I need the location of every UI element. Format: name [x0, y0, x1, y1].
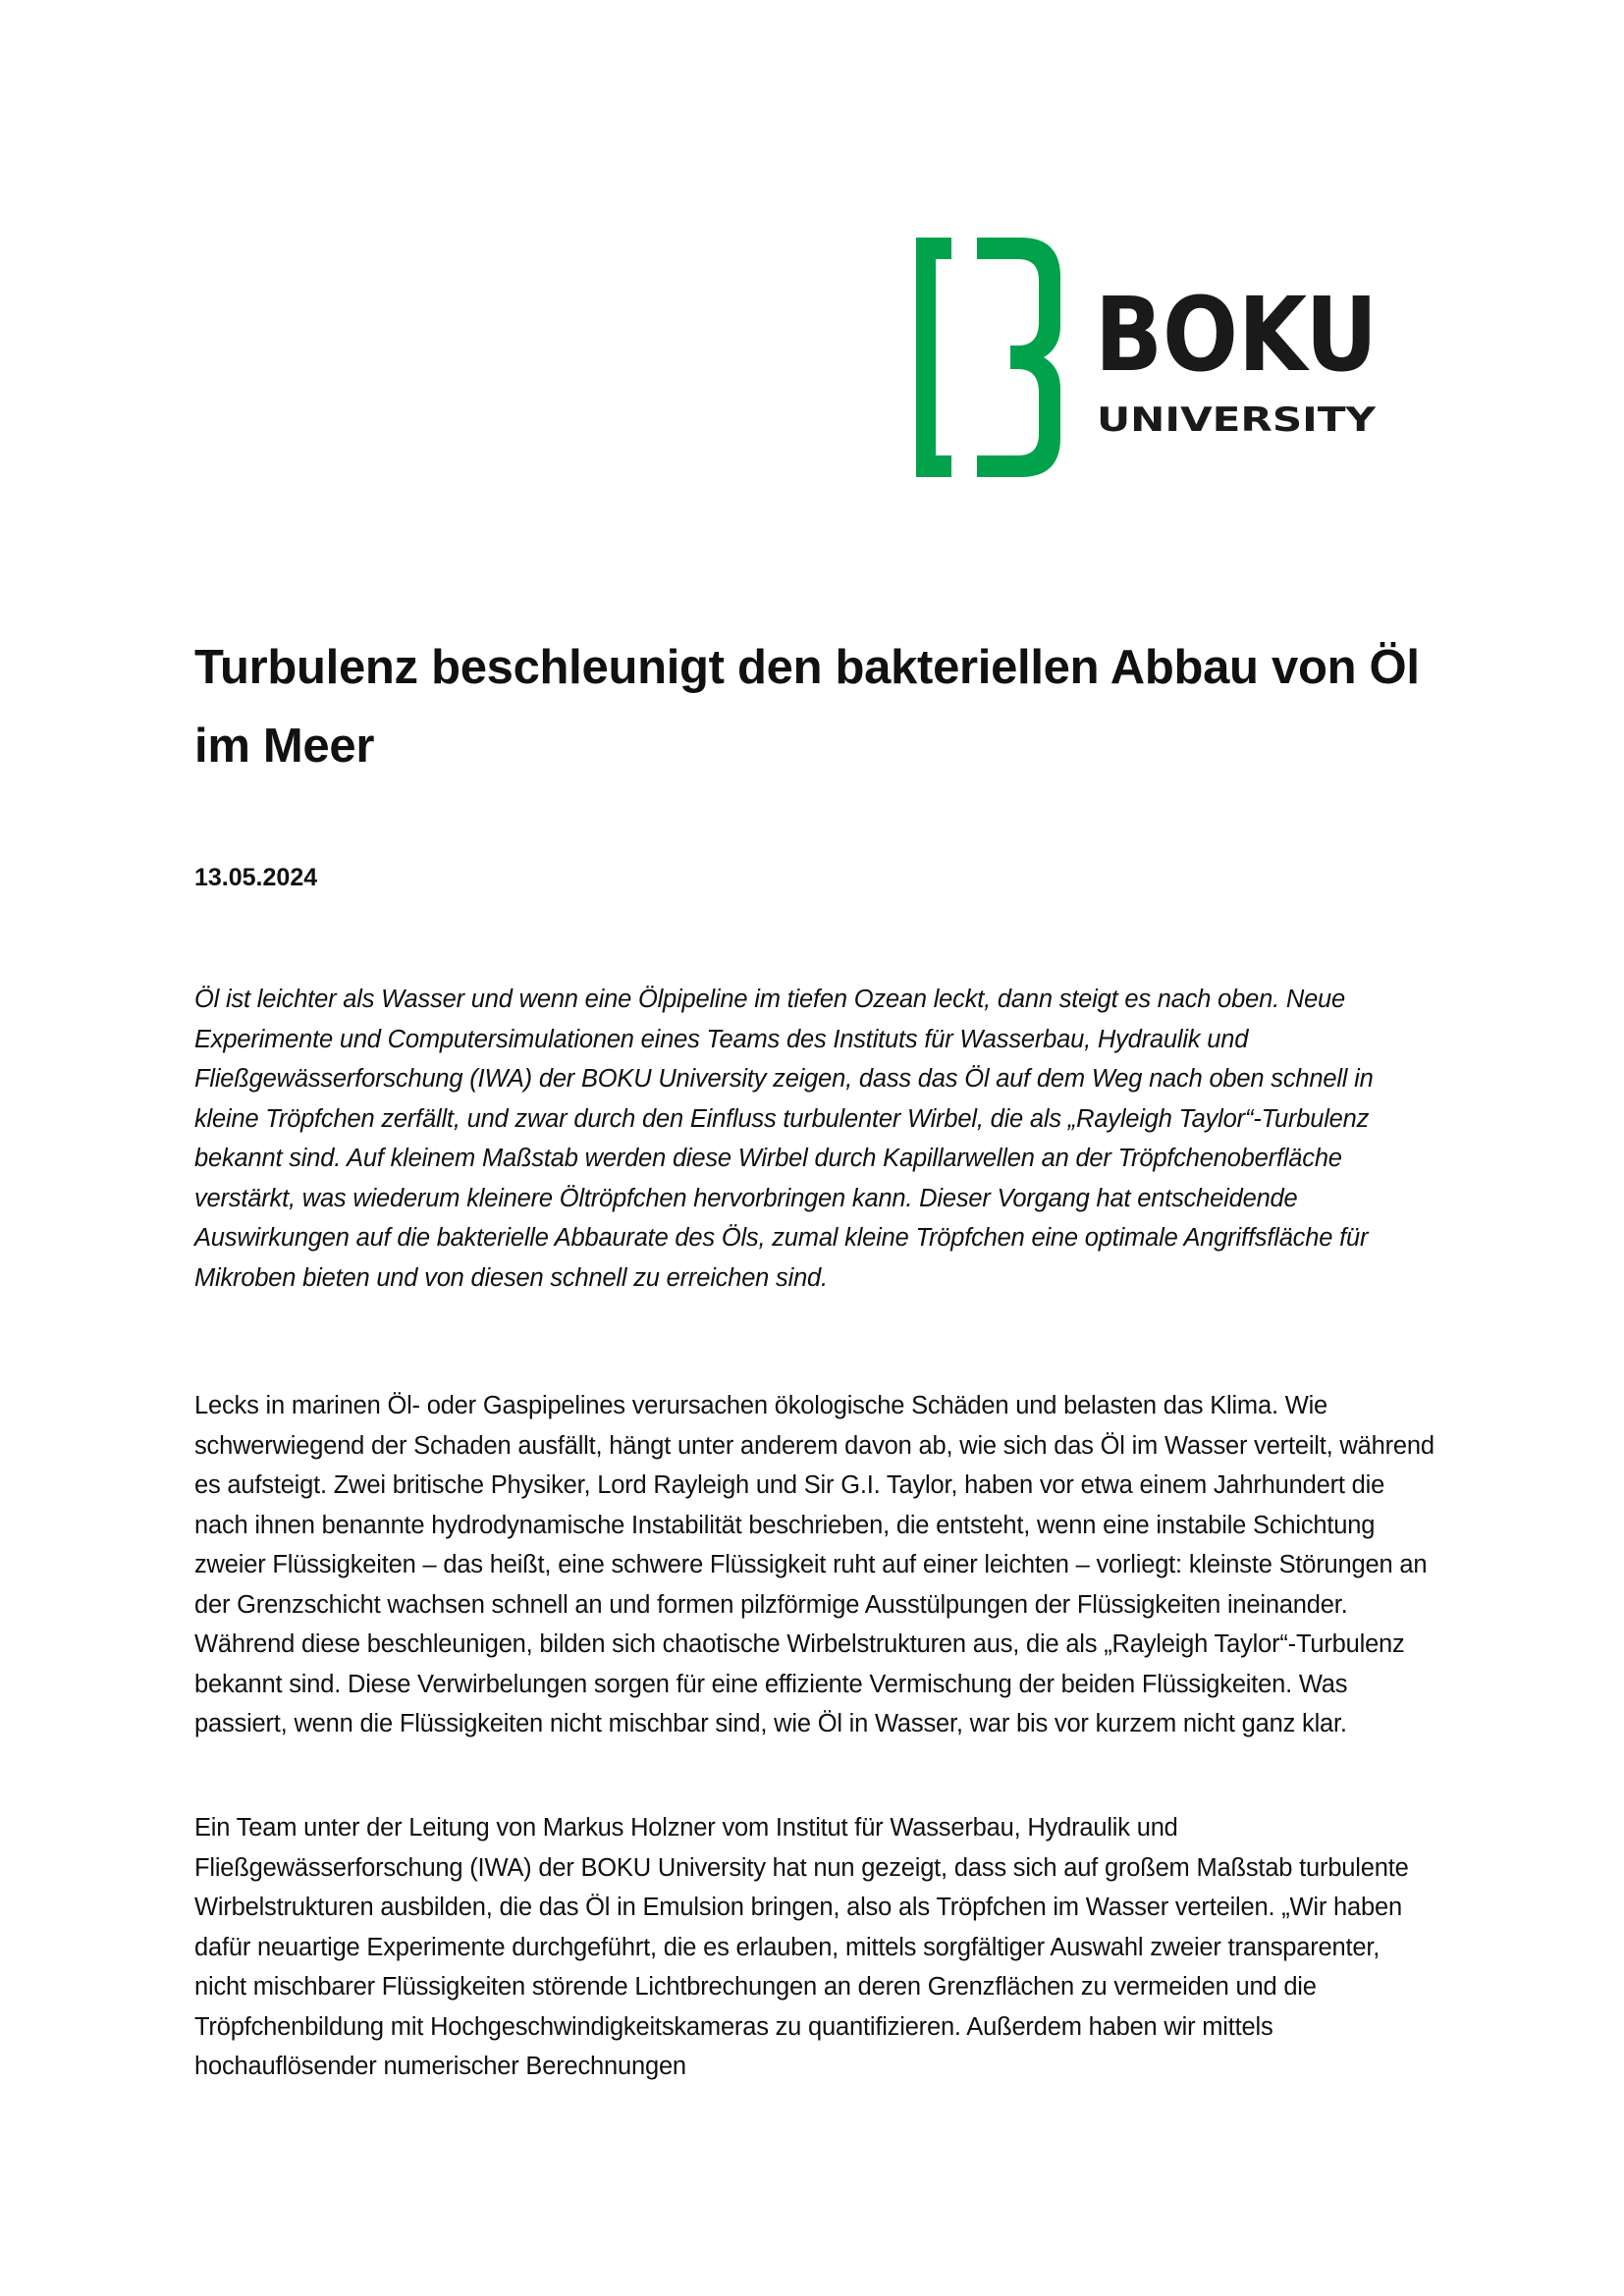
body-paragraph: Ein Team unter der Leitung von Markus Holzner vom Institut für Wasserbau, Hydraulik und Fließgewässerforschung (IWA) der BOKU University hat nun gezeigt, dass sich auf großem Maßstab turbulente Wirbelstrukturen ausbilden, die das Öl in Emulsion bringen, also als Tröpfchen im Wasser verteilen. „Wir haben dafür neuartige Experimente durchgeführt, die es erlauben, mittels sorgfältiger Auswahl zweier transparenter, nicht mischbarer Flüssigkeiten störende Lichtbrechungen an deren Grenzflächen zu vermeiden und die Tröpfchenbildung mit Hochgeschwindigkeitskameras zu quantifizieren. Außerdem haben wir mittels hochauflösender numerischer Berechnungen — [194, 1814, 1409, 2080]
article-title: Turbulenz beschleunigt den bakteriellen Abbau von Öl im Meer — [194, 641, 1420, 773]
logo-subtitle: UNIVERSITY — [1097, 400, 1377, 440]
boku-logo-graphic — [908, 238, 1399, 483]
article-date: 13.05.2024 — [194, 864, 318, 891]
logo-right-bracket — [977, 238, 1060, 477]
body-paragraph: Lecks in marinen Öl- oder Gaspipelines verursachen ökologische Schäden und belasten das Klima. Wie schwerwiegend der Schaden ausfällt, hängt unter anderem davon ab, wie sich das Öl im Wasser verteilt, während es aufsteigt. Zwei britische Physiker, Lord Rayleigh und Sir G.I. Taylor, haben vor etwa einem Jahrhundert die nach ihnen benannte hydrodynamische Instabilität beschrieben, die entsteht, wenn eine instabile Schichtung zweier Flüssigkeiten – das heißt, eine schwere Flüssigkeit ruht auf einer leichten – vorliegt: kleinste Störungen an der Grenzschicht wachsen schnell an und formen pilzförmige Ausstülpungen der Flüssigkeiten ineinander. Während diese beschleunigen, bilden sich chaotische Wirbelstrukturen aus, die als „Rayleigh Taylor“-Turbulenz bekannt sind. Diese Verwirbelungen sorgen für eine effiziente Vermischung der beiden Flüssigkeiten. Was passiert, wenn die Flüssigkeiten nicht mischbar sind, wie Öl in Wasser, war bis vor kurzem nicht ganz klar. — [194, 1392, 1435, 1737]
logo-wordmark: BOKU — [1095, 275, 1378, 395]
logo-left-bracket — [916, 238, 951, 477]
article-lead: Öl ist leichter als Wasser und wenn eine Ölpipeline im tiefen Ozean leckt, dann steigt es nach oben. Neue Experimente und Computersimulationen eines Teams des Instituts für Wasserbau, Hydraulik und Fließgewässerforschung (IWA) der BOKU University zeigen, dass das Öl auf dem Weg nach oben schnell in kleine Tröpfchen zerfällt, und zwar durch den Einfluss turbulenter Wirbel, die als „Rayleigh Taylor“-Turbulenz bekannt sind. Auf kleinem Maßstab werden diese Wirbel durch Kapillarwellen an der Tröpfchenoberfläche verstärkt, was wiederum kleinere Öltröpfchen hervorbringen kann. Dieser Vorgang hat entscheidende Auswirkungen auf die bakterielle Abbaurate des Öls, zumal kleine Tröpfchen eine optimale Angriffsfläche für Mikroben bieten und von diesen schnell zu erreichen sind. — [194, 986, 1374, 1292]
boku-university-logo — [908, 238, 1399, 483]
